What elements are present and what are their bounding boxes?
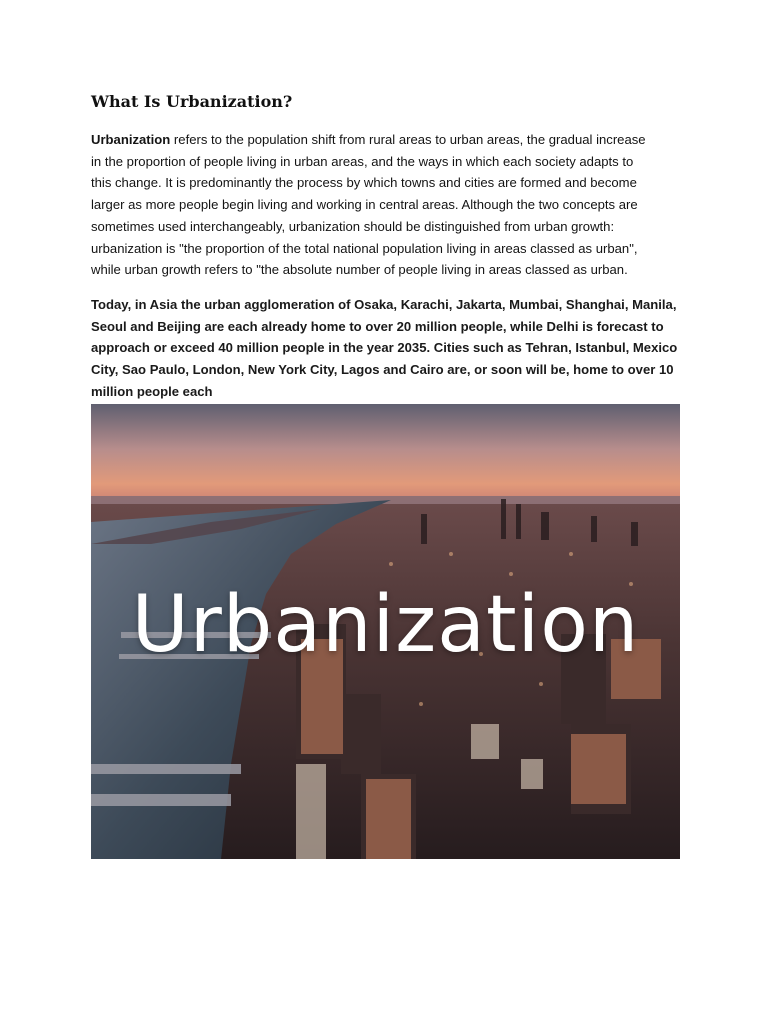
paragraph-line: while urban growth refers to "the absolute number of people living in areas classed as urban. [91,262,628,278]
city-aerial-image [91,404,680,859]
page-title: What Is Urbanization? [91,92,293,111]
paragraph-line: Seoul and Beijing are each already home to over 20 million people, while Delhi is forecast to [91,318,664,334]
paragraph-definition [91,129,687,281]
paragraph-line: this change. It is predominantly the process by which towns and cities are formed and become [91,175,637,191]
paragraph-line: Today, in Asia the urban agglomeration of Osaka, Karachi, Jakarta, Mumbai, Shanghai, Manila, [91,297,677,312]
paragraph-megacities [91,294,687,403]
image-overlay-title: Urbanization [131,580,640,670]
paragraph-line: sometimes used interchangeably, urbanization should be distinguished from urban growth: [91,218,615,234]
paragraph-line: City, Sao Paulo, London, New York City, Lagos and Cairo are, or soon will be, home to over 10 [91,362,674,378]
paragraph-line: urbanization is "the proportion of the total national population living in areas classed as urban", [91,240,638,256]
paragraph-line: approach or exceed 40 million people in the year 2035. Cities such as Tehran, Istanbul, Mexico [91,340,678,356]
paragraph-line: in the proportion of people living in urban areas, and the ways in which each society adapts to [91,153,634,169]
paragraph-line: million people each [91,383,213,399]
bold-term: Urbanization [91,132,171,147]
paragraph-line: Urbanization refers to the population shift from rural areas to urban areas, the gradual increase [91,132,646,147]
paragraph-line: larger as more people begin living and working in central areas. Although the two concepts are [91,197,638,213]
